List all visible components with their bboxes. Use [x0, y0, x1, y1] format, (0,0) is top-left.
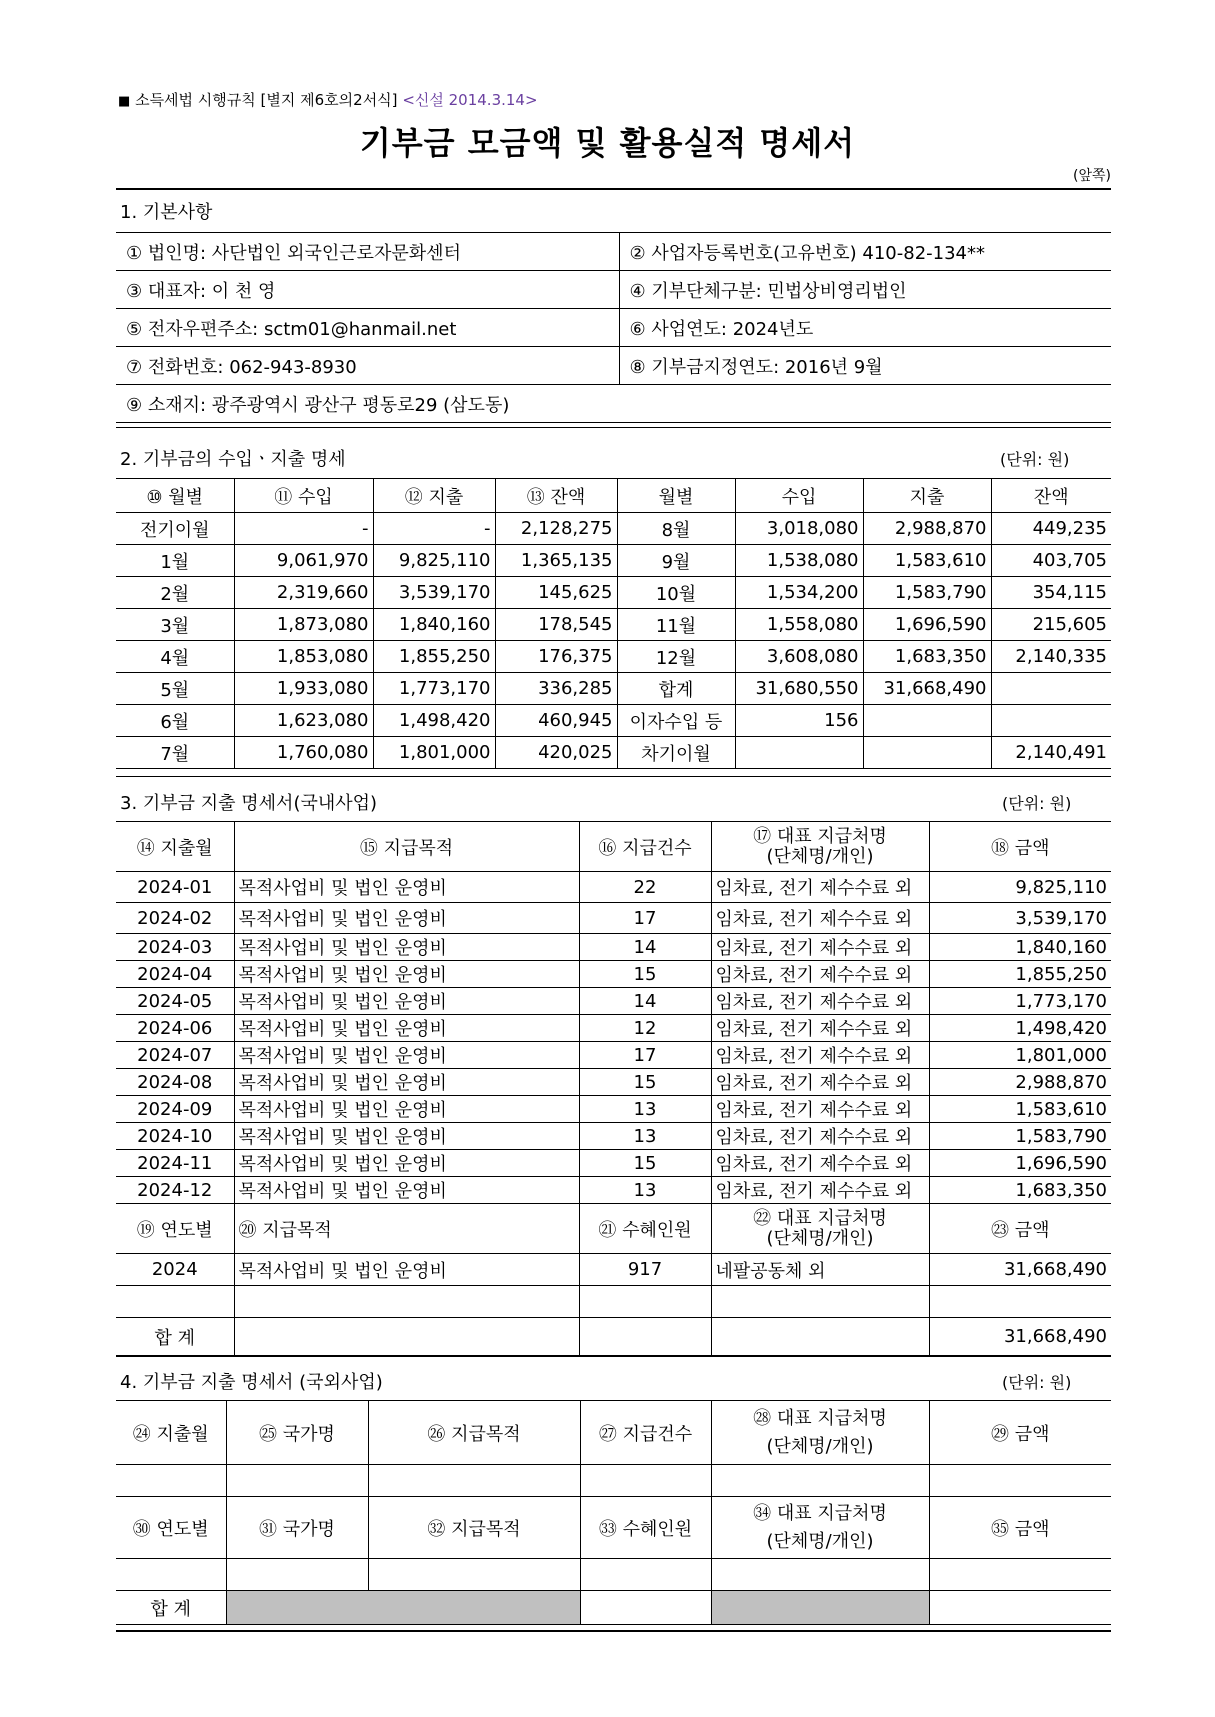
amount-cell: 1,683,350: [929, 1177, 1111, 1204]
col-expense-2: 지출: [863, 479, 991, 513]
expense-2-cell: [863, 737, 991, 769]
donation-org-type: ④ 기부단체구분: 민법상비영리법인: [619, 271, 1111, 309]
expense-month-cell: 2024-10: [116, 1123, 234, 1150]
table-row: [116, 903, 1111, 934]
count-cell: 22: [579, 872, 711, 903]
page-title: 기부금 모금액 및 활용실적 명세서: [359, 124, 856, 162]
amount-cell: 9,825,110: [929, 872, 1111, 903]
section3-heading: 3. 기부금 지출 명세서(국내사업): [120, 793, 378, 814]
recipient-cell: 임차료, 전기 제수수료 외: [711, 1177, 929, 1204]
month-cell: 1월: [116, 545, 234, 577]
expense-cell: 1,840,160: [373, 609, 495, 641]
expense-month-cell: 2024-03: [116, 934, 234, 961]
month-cell: 7월: [116, 737, 234, 769]
month-cell: 전기이월: [116, 513, 234, 545]
expense-2-cell: [863, 705, 991, 737]
count-cell: 13: [579, 1123, 711, 1150]
form-reference: [118, 89, 538, 110]
col-balance: ⑬ 잔액: [495, 479, 617, 513]
total-value: 31,668,490: [929, 1318, 1111, 1356]
table-header-row: [116, 1497, 1111, 1559]
section1-heading: 1. 기본사항: [120, 202, 213, 223]
balance-2-cell: 2,140,335: [991, 641, 1111, 673]
balance-2-cell: [991, 705, 1111, 737]
table-row: [116, 1069, 1111, 1096]
amount-cell: 2,988,870: [929, 1069, 1111, 1096]
col-recipient: [711, 822, 929, 872]
table-header-row: [116, 822, 1111, 872]
balance-cell: 2,128,275: [495, 513, 617, 545]
table-row: [116, 1015, 1111, 1042]
count-cell: 17: [579, 903, 711, 934]
col-recipient-line2: (단체명/개인): [766, 845, 874, 867]
expense-month-cell: 2024-01: [116, 872, 234, 903]
table-row: [116, 1042, 1111, 1069]
purpose-cell: 목적사업비 및 법인 운영비: [234, 1015, 579, 1042]
income-cell: 9,061,970: [234, 545, 373, 577]
expense-2-cell: 1,696,590: [863, 609, 991, 641]
count-cell: 12: [579, 1015, 711, 1042]
income-cell: 1,853,080: [234, 641, 373, 673]
income-2-cell: 31,680,550: [735, 673, 863, 705]
total-row: [116, 1318, 1111, 1356]
table-row: [116, 1177, 1111, 1204]
expense-month-cell: 2024-12: [116, 1177, 234, 1204]
balance-cell: 176,375: [495, 641, 617, 673]
expense-2-cell: 1,583,610: [863, 545, 991, 577]
amount-cell: 1,498,420: [929, 1015, 1111, 1042]
recipient-cell: 임차료, 전기 제수수료 외: [711, 1042, 929, 1069]
amount-cell: 1,583,790: [929, 1123, 1111, 1150]
page-side-label: (앞쪽): [1073, 168, 1111, 184]
col-recipient-2-line1: ㉒ 대표 지급처명: [753, 1207, 887, 1229]
address: ⑨ 소재지: 광주광역시 광산구 평동로29 (삼도동): [116, 385, 1111, 423]
corp-name: ① 법인명: 사단법인 외국인근로자문화센터: [116, 233, 619, 271]
table-row: [116, 988, 1111, 1015]
col-country: ㉕ 국가명: [226, 1401, 368, 1465]
phone: ⑦ 전화번호: 062-943-8930: [116, 347, 619, 385]
table-row: [116, 673, 1111, 705]
month-2-cell: 차기이월: [617, 737, 735, 769]
month-cell: 5월: [116, 673, 234, 705]
table-header-row: [116, 479, 1111, 513]
recipient-cell: 임차료, 전기 제수수료 외: [711, 1015, 929, 1042]
table-row: [116, 1254, 1111, 1286]
col-recipient-2-line2: (단체명/개인): [766, 1227, 874, 1249]
total-row: [116, 1591, 1111, 1625]
month-2-cell: 8월: [617, 513, 735, 545]
section4-unit: (단위: 원): [1002, 1373, 1072, 1392]
balance-cell: 336,285: [495, 673, 617, 705]
expense-cell: -: [373, 513, 495, 545]
col-count: ⑯ 지급건수: [579, 822, 711, 872]
col-balance-2: 잔액: [991, 479, 1111, 513]
col-expense-month: ⑭ 지출월: [116, 822, 234, 872]
purpose-cell: 목적사업비 및 법인 운영비: [234, 1123, 579, 1150]
balance-2-cell: 215,605: [991, 609, 1111, 641]
divider: [116, 776, 1111, 777]
month-cell: 3월: [116, 609, 234, 641]
law-new-date: <신설 2014.3.14>: [402, 91, 538, 109]
expense-cell: 1,855,250: [373, 641, 495, 673]
col-year: ⑲ 연도별: [116, 1204, 234, 1254]
month-cell: 4월: [116, 641, 234, 673]
balance-2-cell: 403,705: [991, 545, 1111, 577]
basic-info-table: [116, 232, 1111, 423]
year-cell: 2024: [116, 1254, 234, 1286]
table-row: [116, 934, 1111, 961]
count-cell: 13: [579, 1177, 711, 1204]
purpose-cell: 목적사업비 및 법인 운영비: [234, 1177, 579, 1204]
income-cell: 1,760,080: [234, 737, 373, 769]
recipient-cell: 임차료, 전기 제수수료 외: [711, 988, 929, 1015]
square-bullet-icon: ■: [118, 94, 131, 109]
divider: [116, 1356, 1111, 1357]
balance-cell: 1,365,135: [495, 545, 617, 577]
count-cell: 15: [579, 961, 711, 988]
expense-month-cell: 2024-05: [116, 988, 234, 1015]
income-cell: -: [234, 513, 373, 545]
section2-heading: 2. 기부금의 수입ㆍ지출 명세: [120, 449, 346, 470]
divider: [116, 427, 1111, 428]
table-row: [116, 961, 1111, 988]
empty-row: [116, 1286, 1111, 1318]
income-expense-table: [116, 478, 1111, 769]
table-row: [116, 872, 1111, 903]
recipient-cell: 임차료, 전기 제수수료 외: [711, 1123, 929, 1150]
amount-cell: 1,801,000: [929, 1042, 1111, 1069]
section4-heading: 4. 기부금 지출 명세서 (국외사업): [120, 1372, 383, 1393]
expense-month-cell: 2024-11: [116, 1150, 234, 1177]
balance-cell: 420,025: [495, 737, 617, 769]
overseas-expense-table: [116, 1400, 1111, 1625]
income-2-cell: 3,018,080: [735, 513, 863, 545]
amount-cell: 1,855,250: [929, 961, 1111, 988]
month-2-cell: 9월: [617, 545, 735, 577]
amount-cell: 1,773,170: [929, 988, 1111, 1015]
section3-unit: (단위: 원): [1002, 794, 1072, 813]
shaded-cell: [226, 1591, 580, 1625]
col-amount: ㉙ 금액: [929, 1401, 1111, 1465]
table-row: [116, 737, 1111, 769]
expense-2-cell: 2,988,870: [863, 513, 991, 545]
table-row: [116, 545, 1111, 577]
col-recipient-line1: ㉘ 대표 지급처명: [753, 1407, 887, 1429]
col-amount-2: ㉓ 금액: [929, 1204, 1111, 1254]
expense-month-cell: 2024-02: [116, 903, 234, 934]
month-cell: 6월: [116, 705, 234, 737]
month-2-cell: 이자수입 등: [617, 705, 735, 737]
col-purpose: ㉖ 지급목적: [368, 1401, 580, 1465]
table-row: [116, 577, 1111, 609]
count-cell: 15: [579, 1069, 711, 1096]
purpose-cell: 목적사업비 및 법인 운영비: [234, 1042, 579, 1069]
expense-2-cell: 31,668,490: [863, 673, 991, 705]
expense-month-cell: 2024-06: [116, 1015, 234, 1042]
section2-unit: (단위: 원): [1000, 450, 1070, 469]
law-text: 소득세법 시행규칙 [별지 제6호의2서식]: [135, 91, 398, 109]
income-2-cell: 1,534,200: [735, 577, 863, 609]
col-expense: ⑫ 지출: [373, 479, 495, 513]
amount-cell: 1,840,160: [929, 934, 1111, 961]
income-cell: 1,873,080: [234, 609, 373, 641]
month-2-cell: 10월: [617, 577, 735, 609]
month-cell: 2월: [116, 577, 234, 609]
month-2-cell: 12월: [617, 641, 735, 673]
fiscal-year: ⑥ 사업연도: 2024년도: [619, 309, 1111, 347]
empty-row: [116, 1465, 1111, 1497]
table-header-row: [116, 1204, 1111, 1254]
income-cell: 1,933,080: [234, 673, 373, 705]
purpose-cell: 목적사업비 및 법인 운영비: [234, 1254, 579, 1286]
recipient-cell: 임차료, 전기 제수수료 외: [711, 1096, 929, 1123]
recipient-cell: 임차료, 전기 제수수료 외: [711, 1069, 929, 1096]
amount-cell: 3,539,170: [929, 903, 1111, 934]
col-year: ㉚ 연도별: [116, 1497, 226, 1559]
table-row: [116, 705, 1111, 737]
total-label: 합 계: [116, 1591, 226, 1625]
count-cell: 14: [579, 988, 711, 1015]
expense-cell: 1,801,000: [373, 737, 495, 769]
month-2-cell: 11월: [617, 609, 735, 641]
col-purpose: ⑮ 지급목적: [234, 822, 579, 872]
col-beneficiaries: ㉑ 수혜인원: [579, 1204, 711, 1254]
col-recipient: [711, 1401, 929, 1465]
recipient-cell: 임차료, 전기 제수수료 외: [711, 872, 929, 903]
amount-cell: 1,583,610: [929, 1096, 1111, 1123]
income-cell: 2,319,660: [234, 577, 373, 609]
amount-cell: 1,696,590: [929, 1150, 1111, 1177]
expense-2-cell: 1,583,790: [863, 577, 991, 609]
balance-2-cell: 354,115: [991, 577, 1111, 609]
count-cell: 13: [579, 1096, 711, 1123]
col-recipient-2-line1: ㉞ 대표 지급처명: [753, 1502, 887, 1524]
empty-row: [116, 1559, 1111, 1591]
col-beneficiaries: ㉝ 수혜인원: [580, 1497, 711, 1559]
purpose-cell: 목적사업비 및 법인 운영비: [234, 1096, 579, 1123]
balance-2-cell: 2,140,491: [991, 737, 1111, 769]
recipient-cell: 임차료, 전기 제수수료 외: [711, 1150, 929, 1177]
total-label: 합 계: [116, 1318, 234, 1356]
divider: [116, 1630, 1111, 1632]
count-cell: 15: [579, 1150, 711, 1177]
table-row: [116, 609, 1111, 641]
divider: [116, 188, 1111, 190]
purpose-cell: 목적사업비 및 법인 운영비: [234, 988, 579, 1015]
col-recipient-2: [711, 1497, 929, 1559]
col-month-2: 월별: [617, 479, 735, 513]
income-2-cell: 3,608,080: [735, 641, 863, 673]
balance-2-cell: [991, 673, 1111, 705]
month-2-cell: 합계: [617, 673, 735, 705]
purpose-cell: 목적사업비 및 법인 운영비: [234, 1150, 579, 1177]
col-count: ㉗ 지급건수: [580, 1401, 711, 1465]
recipient-cell: 임차료, 전기 제수수료 외: [711, 934, 929, 961]
expense-month-cell: 2024-09: [116, 1096, 234, 1123]
income-2-cell: 156: [735, 705, 863, 737]
recipient-cell: 임차료, 전기 제수수료 외: [711, 961, 929, 988]
domestic-expense-table: [116, 821, 1111, 1356]
col-recipient-2-line2: (단체명/개인): [766, 1530, 874, 1552]
table-row: [116, 641, 1111, 673]
purpose-cell: 목적사업비 및 법인 운영비: [234, 1069, 579, 1096]
table-row: [116, 1123, 1111, 1150]
business-reg-no: ② 사업자등록번호(고유번호) 410-82-134**: [619, 233, 1111, 271]
col-purpose-2: ⑳ 지급목적: [234, 1204, 579, 1254]
balance-cell: 460,945: [495, 705, 617, 737]
expense-2-cell: 1,683,350: [863, 641, 991, 673]
email: ⑤ 전자우편주소: sctm01@hanmail.net: [116, 309, 619, 347]
beneficiaries-cell: 917: [579, 1254, 711, 1286]
col-amount: ⑱ 금액: [929, 822, 1111, 872]
col-expense-month: ㉔ 지출월: [116, 1401, 226, 1465]
expense-cell: 3,539,170: [373, 577, 495, 609]
amount-cell: 31,668,490: [929, 1254, 1111, 1286]
col-purpose-2: ㉜ 지급목적: [368, 1497, 580, 1559]
expense-cell: 1,498,420: [373, 705, 495, 737]
purpose-cell: 목적사업비 및 법인 운영비: [234, 903, 579, 934]
designation-year: ⑧ 기부금지정연도: 2016년 9월: [619, 347, 1111, 385]
recipient-cell: 네팔공동체 외: [711, 1254, 929, 1286]
expense-month-cell: 2024-04: [116, 961, 234, 988]
count-cell: 17: [579, 1042, 711, 1069]
col-recipient-2: [711, 1204, 929, 1254]
col-amount-2: ㉟ 금액: [929, 1497, 1111, 1559]
purpose-cell: 목적사업비 및 법인 운영비: [234, 934, 579, 961]
shaded-cell: [711, 1591, 929, 1625]
income-2-cell: 1,538,080: [735, 545, 863, 577]
income-2-cell: [735, 737, 863, 769]
purpose-cell: 목적사업비 및 법인 운영비: [234, 872, 579, 903]
table-header-row: [116, 1401, 1111, 1465]
representative: ③ 대표자: 이 천 영: [116, 271, 619, 309]
balance-cell: 145,625: [495, 577, 617, 609]
count-cell: 14: [579, 934, 711, 961]
expense-month-cell: 2024-07: [116, 1042, 234, 1069]
expense-month-cell: 2024-08: [116, 1069, 234, 1096]
table-row: [116, 1150, 1111, 1177]
col-country-2: ㉛ 국가명: [226, 1497, 368, 1559]
recipient-cell: 임차료, 전기 제수수료 외: [711, 903, 929, 934]
income-2-cell: 1,558,080: [735, 609, 863, 641]
purpose-cell: 목적사업비 및 법인 운영비: [234, 961, 579, 988]
col-recipient-line2: (단체명/개인): [766, 1435, 874, 1457]
col-month: ⑩ 월별: [116, 479, 234, 513]
col-income-2: 수입: [735, 479, 863, 513]
expense-cell: 1,773,170: [373, 673, 495, 705]
balance-cell: 178,545: [495, 609, 617, 641]
table-row: [116, 1096, 1111, 1123]
col-recipient-line1: ⑰ 대표 지급처명: [753, 825, 887, 847]
table-row: [116, 513, 1111, 545]
expense-cell: 9,825,110: [373, 545, 495, 577]
balance-2-cell: 449,235: [991, 513, 1111, 545]
col-income: ⑪ 수입: [234, 479, 373, 513]
income-cell: 1,623,080: [234, 705, 373, 737]
